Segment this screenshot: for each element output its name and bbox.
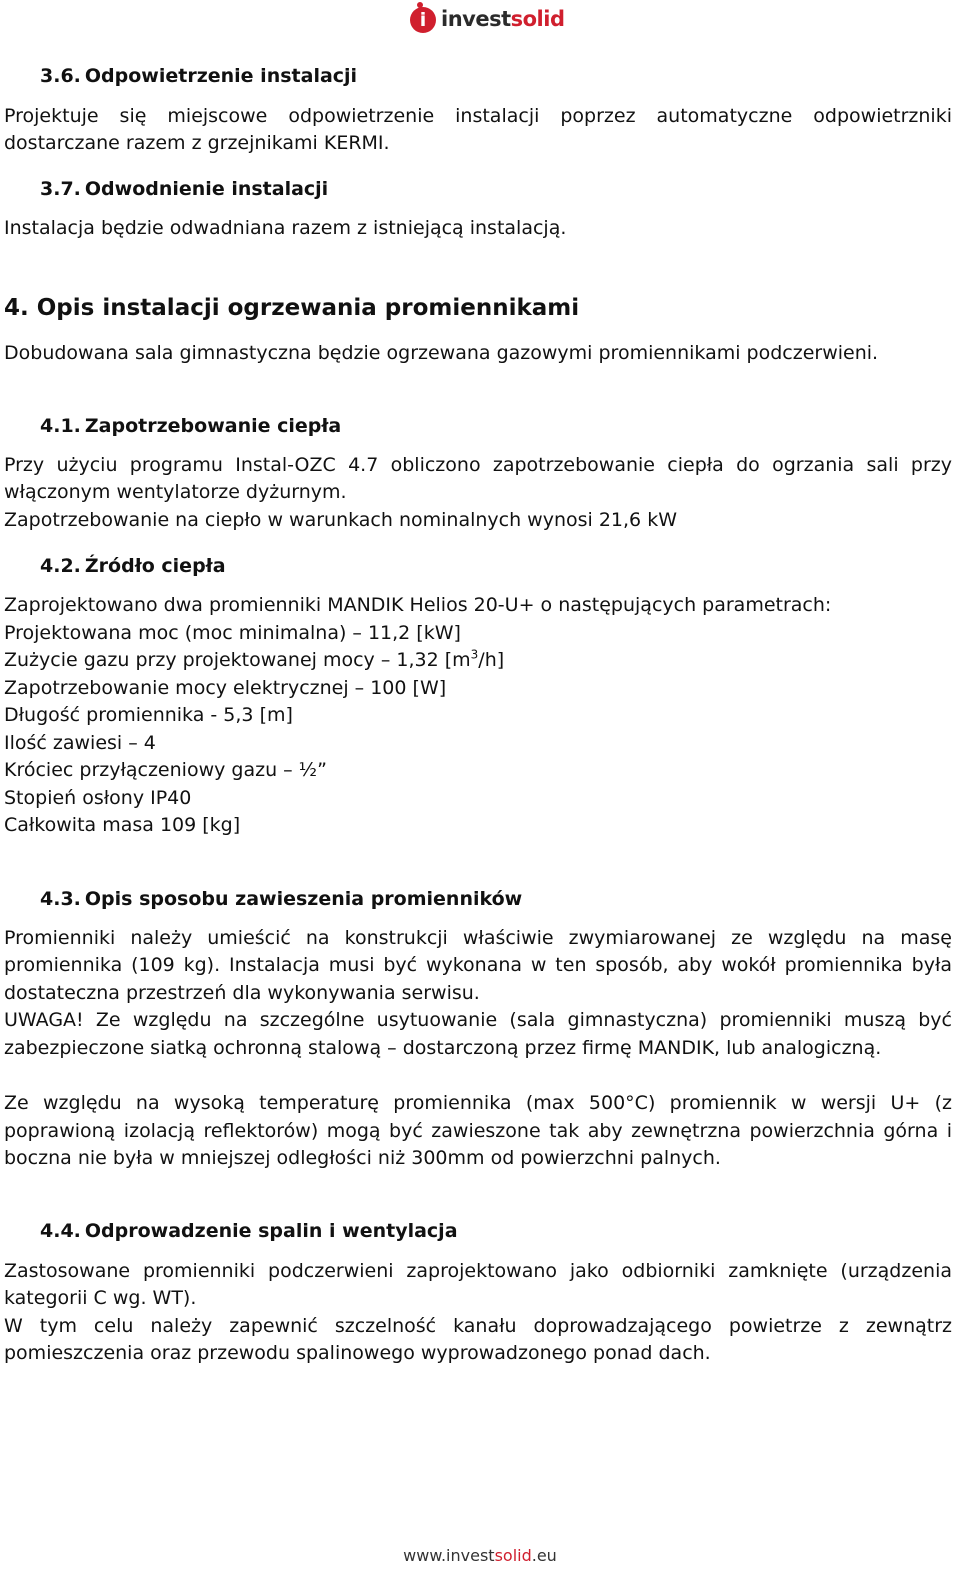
paragraph-line: kategorii C wg. WT). — [4, 1287, 197, 1309]
paragraph-line: boczna nie była w mniejszej odległości niż 300mm od powierzchni palnych. — [4, 1147, 721, 1169]
paragraph-line: Projektuje się miejscowe odpowietrzenie instalacji poprzez automatyczne odpowietrzniki — [4, 105, 952, 127]
section-heading-4-4: 4.4. Odprowadzenie spalin i wentylacja — [40, 1220, 458, 1242]
section-heading-4-3: 4.3. Opis sposobu zawieszenia promienników — [40, 888, 523, 910]
spec-line: Długość promiennika - 5,3 [m] — [4, 704, 293, 726]
paragraph-line: Zaprojektowano dwa promienniki MANDIK Helios 20-U+ o następujących parametrach: — [4, 594, 832, 616]
section-heading-3-7: 3.7. Odwodnienie instalacji — [40, 178, 329, 200]
paragraph-line: Przy użyciu programu Instal-OZC 4.7 obliczono zapotrzebowanie ciepła do ogrzania sali przy — [4, 454, 952, 476]
section-heading-4-2: 4.2. Źródło ciepła — [40, 555, 226, 577]
logo-wordmark: investsolid — [441, 7, 565, 31]
logo-mark-icon: i — [410, 5, 438, 33]
paragraph-line: Instalacja będzie odwadniana razem z istniejącą instalacją. — [4, 217, 567, 239]
section-heading-3-6: 3.6. Odpowietrzenie instalacji — [40, 65, 358, 87]
paragraph-line: Zastosowane promienniki podczerwieni zaprojektowano jako odbiorniki zamknięte (urządzenia — [4, 1260, 952, 1282]
paragraph-line: włączonym wentylatorze dyżurnym. — [4, 481, 347, 503]
spec-line: Ilość zawiesi – 4 — [4, 732, 156, 754]
investsolid-logo — [410, 2, 564, 36]
paragraph-line: pomieszczenia oraz przewodu spalinowego wyprowadzonego ponad dach. — [4, 1342, 711, 1364]
paragraph-line: Zapotrzebowanie na ciepło w warunkach nominalnych wynosi 21,6 kW — [4, 509, 677, 531]
paragraph-line: Ze względu na wysoką temperaturę promiennika (max 500°C) promiennik w wersji U+ (z — [4, 1092, 952, 1114]
spec-line: Zużycie gazu przy projektowanej mocy – 1,32 $[m^3/h]$ — [4, 647, 505, 671]
paragraph-line: dostarczane razem z grzejnikami KERMI. — [4, 132, 390, 154]
spec-line: Całkowita masa 109 [kg] — [4, 814, 241, 836]
paragraph-line: W tym celu należy zapewnić szczelność kanału doprowadzającego powietrze z zewnątrz — [4, 1315, 952, 1337]
spec-line: Króciec przyłączeniowy gazu – ½” — [4, 759, 327, 781]
spec-line: Stopień osłony IP40 — [4, 787, 192, 809]
footer-url[interactable]: www.investsolid.eu — [403, 1546, 557, 1565]
spec-line: Zapotrzebowanie mocy elektrycznej – 100 [W] — [4, 677, 447, 699]
spec-line: Projektowana moc (moc minimalna) – 11,2 [kW] — [4, 622, 461, 644]
paragraph-line: UWAGA! Ze względu na szczególne usytuowanie (sala gimnastyczna) promienniki muszą być — [4, 1009, 952, 1031]
chapter-heading-4: 4. Opis instalacji ogrzewania promiennikami — [4, 295, 580, 321]
paragraph-line: Dobudowana sala gimnastyczna będzie ogrzewana gazowymi promiennikami podczerwieni. — [4, 342, 879, 364]
paragraph-line: dostateczna przestrzeń dla wykonywania serwisu. — [4, 982, 480, 1004]
section-heading-4-1: 4.1. Zapotrzebowanie ciepła — [40, 415, 342, 437]
paragraph-line: poprawioną izolacją reflektorów) mogą być zawieszone tak aby zewnętrzna powierzchnia górna i — [4, 1120, 952, 1142]
paragraph-line: Promienniki należy umieścić na konstrukcji właściwie zwymiarowanej ze względu na masę — [4, 927, 952, 949]
paragraph-line: zabezpieczone siatką ochronną stalową – dostarczoną przez firmę MANDIK, lub analogiczną. — [4, 1037, 882, 1059]
paragraph-line: promiennika (109 kg). Instalacja musi być wykonana w ten sposób, aby wokół promiennika była — [4, 954, 952, 976]
